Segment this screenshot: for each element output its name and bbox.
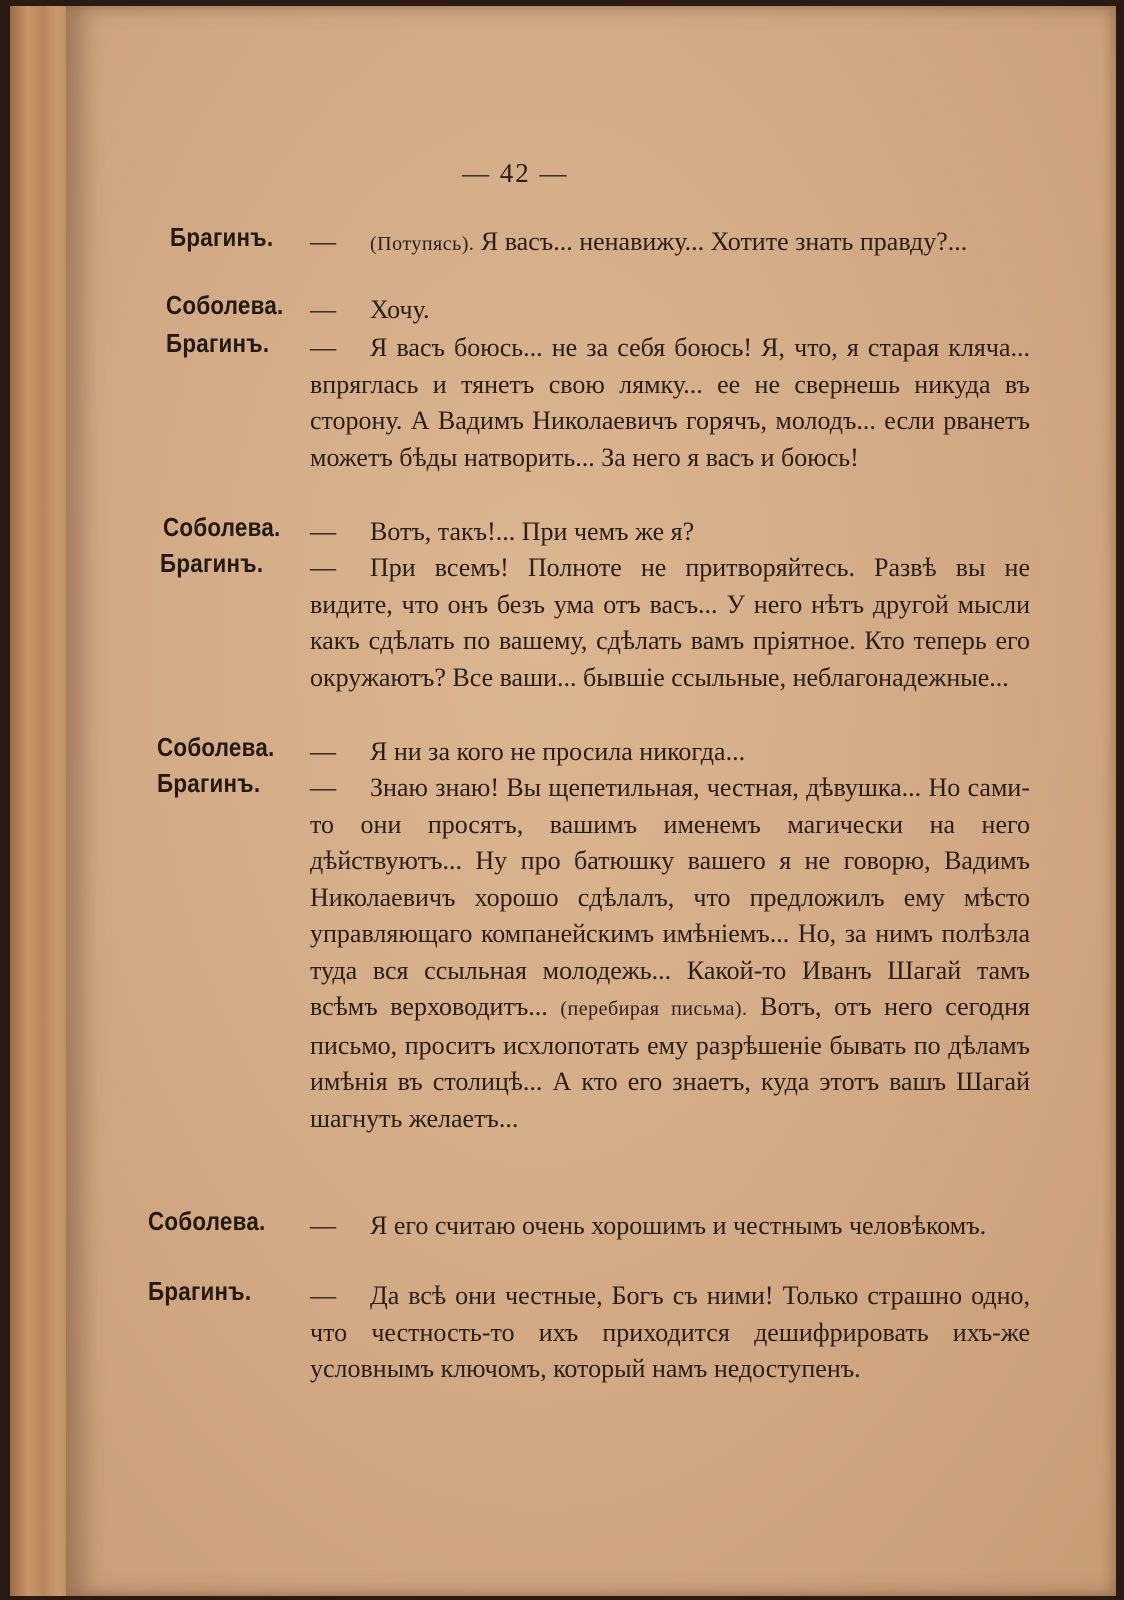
speech-dash: —	[310, 295, 336, 324]
speaker-name: Брагинъ.	[166, 328, 270, 358]
speech-body: Я васъ боюсь... не за себя боюсь! Я, что, я старая кляча... впряглась и тянетъ свою лямку... ее не свернешь никуда въ сторону. А Вадимъ Николаевичъ горячъ, молодъ... если рванетъ можетъ бѣды натворить... За него я васъ и боюсь!	[310, 333, 1030, 472]
speech-dash: —	[310, 773, 336, 802]
speech-body: Я его считаю очень хорошимъ и честнымъ человѣкомъ.	[370, 1211, 987, 1240]
speaker-name: Соболева.	[157, 732, 275, 762]
speech-dash: —	[310, 1281, 336, 1310]
speech-text	[310, 514, 1030, 551]
speech-text	[310, 734, 1030, 771]
speech-body: Хочу.	[370, 295, 430, 324]
speech-text	[310, 1208, 1030, 1245]
speech-text	[310, 224, 1030, 263]
speaker-name: Соболева.	[148, 1206, 266, 1236]
stage-direction: (перебирая письма).	[560, 998, 748, 1020]
speaker-name: Брагинъ.	[148, 1276, 252, 1306]
speech-body: Вотъ, такъ!... При чемъ же я?	[370, 517, 695, 546]
speech-dash: —	[310, 333, 336, 362]
speaker-name: Соболева.	[163, 512, 281, 542]
speech-body: При всемъ! Полноте не притворяйтесь. Развѣ вы не видите, что онъ безъ ума отъ васъ... У него нѣтъ другой мысли какъ сдѣлать по вашему, сдѣлать вамъ пріятное. Кто теперь его окружаютъ? Все ваши... бывшіе ссыльные, неблагонадежные...	[310, 553, 1030, 692]
speech-dash: —	[310, 553, 336, 582]
speech-body: Я ни за кого не просила никогда...	[370, 737, 746, 766]
speech-text	[310, 1278, 1030, 1388]
stage-direction: (Потупясь).	[370, 233, 475, 255]
speech-dash: —	[310, 1211, 336, 1240]
speaker-name: Брагинъ.	[160, 548, 264, 578]
page-edge	[10, 6, 70, 1596]
speech-text	[310, 550, 1030, 696]
page-number: — 42 —	[462, 158, 569, 188]
speech-dash: —	[310, 227, 336, 256]
speech-body-continued: Вотъ, отъ него сегодня письмо, проситъ исхлопотать ему разрѣшеніе бывать по дѣламъ имѣнія въ столицѣ... А кто его знаетъ, куда этотъ вашъ Шагай шагнуть желаетъ...	[310, 992, 1031, 1133]
speech-dash: —	[310, 737, 336, 766]
speaker-name: Брагинъ.	[157, 768, 261, 798]
speaker-name: Брагинъ.	[170, 222, 274, 252]
speech-text	[310, 770, 1030, 1137]
speech-text	[310, 330, 1030, 476]
speech-body: Я васъ... ненавижу... Хотите знать правду?...	[474, 227, 968, 256]
speaker-name: Соболева.	[166, 290, 284, 320]
speech-dash: —	[310, 517, 336, 546]
speech-body: Знаю знаю! Вы щепетильная, честная, дѣвушка... Но сами-то они просятъ, вашимъ именемъ магически на него дѣйствуютъ... Ну про батюшку вашего я не говорю, Вадимъ Николаевичъ хорошо сдѣлалъ, что предложилъ ему мѣсто управляющаго компанейскимъ имѣніемъ... Но, за нимъ полѣзла туда вся ссыльная молодежь... Какой-то Иванъ Шагай тамъ всѣмъ верховодитъ...	[310, 773, 1030, 1021]
speech-text	[310, 292, 1030, 329]
speech-body: Да всѣ они честные, Богъ съ ними! Только страшно одно, что честность-то ихъ приходится дешифрировать ихъ-же условнымъ ключомъ, который намъ недоступенъ.	[310, 1281, 1030, 1383]
